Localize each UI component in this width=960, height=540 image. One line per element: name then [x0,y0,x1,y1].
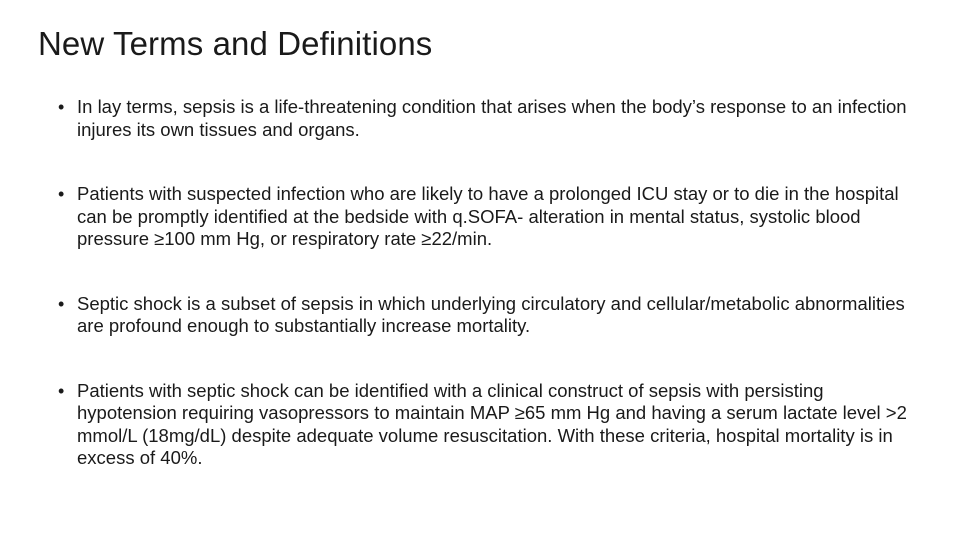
bullet-item [58,380,928,470]
slide-title: New Terms and Definitions [38,25,433,62]
bullet-point-icon: • [58,380,65,401]
bullet-text: In lay terms, sepsis is a life-threatening condition that arises when the body’s response to an infection injures its own tissues and organs. [77,96,907,140]
bullet-point-icon: • [58,293,65,314]
bullet-point-icon: • [58,184,65,204]
bullet-text: Patients with septic shock can be identified with a clinical construct of sepsis with persisting hypotension requiring vasopressors to maintain MAP ≥65 mm Hg and having a serum lactate level >2 mmol/L (18mg/dL) despite adequate volume resuscitation. With these criteria, hospital mortality is in excess of 40%. [77,379,907,468]
bullet-item [58,183,928,251]
bullet-item [58,293,928,338]
bullet-list [58,96,928,470]
bullet-text: Septic shock is a subset of sepsis in which underlying circulatory and cellular/metabolic abnormalities are profound enough to substantially increase mortality. [77,292,905,336]
bullet-point-icon: • [58,97,65,117]
bullet-text: Patients with suspected infection who are likely to have a prolonged ICU stay or to die in the hospital can be promptly identified at the bedside with q.SOFA- alteration in mental status, systolic blood pressure ≥100 mm Hg, or respiratory rate ≥22/min. [77,183,899,249]
bullet-item [58,96,928,141]
